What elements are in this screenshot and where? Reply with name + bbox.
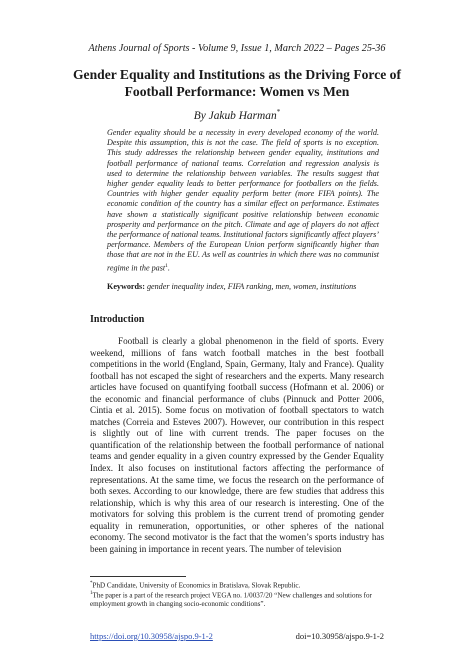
journal-header: Athens Journal of Sports - Volume 9, Issue 1, March 2022 – Pages 25-36: [88, 43, 386, 54]
keywords-label: Keywords:: [107, 282, 145, 291]
footnote-funding-text: The paper is a part of the research project VEGA no. 1/0037/20 “New challenges and solutions for employment growth in changing socio-economic conditions”.: [90, 591, 372, 609]
footnote-funding-mark: 1: [90, 591, 93, 597]
footnote-author: [90, 580, 384, 590]
footnote-funding: [90, 590, 384, 609]
author-line: [0, 108, 474, 122]
introduction-paragraph: Football is clearly a global phenomenon in the field of sports. Every weekend, millions of fans watch football matches in the best football competitions in the world (England, Spain, Germany, Italy and France). Quality football has not escaped the sight of researchers and the experts. Many research articles have focused on quantifying football success (Hofmann et al. 2006) or the economic and financial performance of clubs (Pinnuck and Potter 2006, Cintia et al. 2015). Some focus on motivation of football spectators to watch matches (Correia and Esteves 2007). However, our contribution in this respect is slightly out of line with current trends. The paper focuses on the quantification of the relationship between the football performance of national teams and gender equality in a given country expressed by the Gender Equality Index. It also focuses on institutional factors affecting the performance of representations. At the same time, we focus the research on the performance of both sexes. According to our knowledge, there are few studies that address this relationship, which is why this area of our research is interesting. One of the motivators for solving this problem is the current trend of promoting gender equality in remuneration, opportunities, or other spheres of the national economy. The second motivator is the fact that the women’s sports industry has been gaining in importance in recent years. The number of television: [90, 336, 384, 554]
abstract: Gender equality should be a necessity in every developed economy of the world. Despite this assumption, this is not the case. The field of sports is no exception. This study addresses the relationship between gender equality, institutions and football performance of national teams. Correlation and regression analysis is used to determine the relationship between variables. The results suggest that higher gender equality leads to better performance for footballers on the fields. Countries with higher gender equality perform better (more FIFA points). The economic condition of the country has a similar effect on performance. Estimates have shown a statistically significant positive relationship between economic prosperity and performance on the pitch. Climate and age of players do not affect the performance of national teams. Institutional factors significantly affect players’ performance. Members of the European Union perform significantly higher than those that are not in the EU. As well as countries in which there was no communist regime in the past$^1$.: [107, 128, 379, 273]
footnote-divider: [90, 576, 186, 577]
abstract-footnote-mark: 1: [165, 262, 168, 269]
footnote-author-text: PhD Candidate, University of Economics in Bratislava, Slovak Republic.: [92, 581, 301, 590]
abstract-text: Gender equality should be a necessity in every developed economy of the world. Despite this assumption, this is not the case. The field of sports is no exception. This study addresses the relationship between gender equality, institutions and football performance of national teams. Correlation and regression analysis is used to determine the relationship between variables. The results suggest that higher gender equality leads to better performance for footballers on the fields. Countries with higher gender equality perform better (more FIFA points). The economic condition of the country has a similar effect on performance. Estimates have shown a statistically significant positive relationship between economic prosperity and performance on the pitch. Climate and age of players do not affect the performance of national teams. Institutional factors significantly affect players’ performance. Members of the European Union perform significantly higher than those that are not in the EU. As well as countries in which there was no communist regime in the past: [107, 128, 379, 273]
footnote-author-mark: *: [90, 581, 93, 586]
keywords-list: gender inequality index, FIFA ranking, men, women, institutions: [146, 282, 357, 291]
doi-identifier: doi=10.30958/ajspo.9-1-2: [295, 631, 384, 641]
section-heading-introduction: Introduction: [90, 314, 145, 325]
footnotes: [90, 580, 384, 609]
doi-link[interactable]: https://doi.org/10.30958/ajspo.9-1-2: [90, 631, 213, 641]
paper-title: Gender Equality and Institutions as the Driving Force of Football Performance: Women vs Men: [72, 67, 402, 99]
keywords: [107, 282, 379, 292]
author-name: By Jakub Harman: [193, 109, 277, 122]
author-footnote-mark: *: [276, 108, 281, 116]
